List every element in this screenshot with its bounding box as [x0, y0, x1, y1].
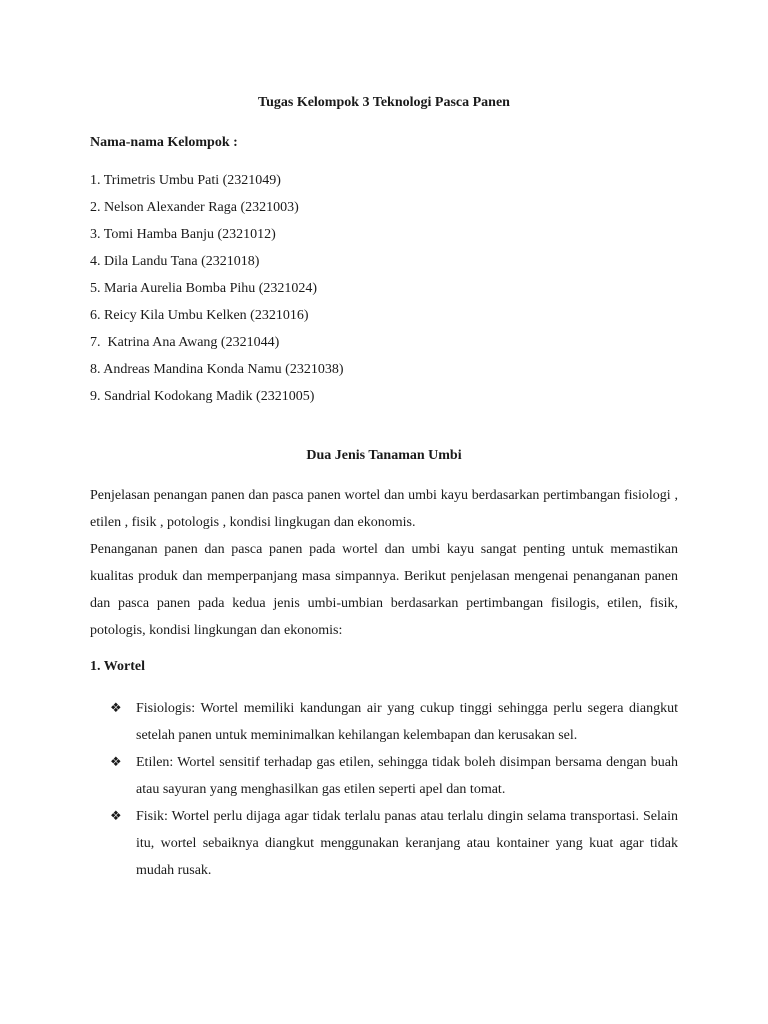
member-item: 3. Tomi Hamba Banju (2321012) [90, 227, 276, 242]
bullet-item [110, 749, 678, 803]
section-title: Dua Jenis Tanaman Umbi [306, 448, 462, 463]
member-item: 6. Reicy Kila Umbu Kelken (2321016) [90, 308, 309, 323]
member-item: 1. Trimetris Umbu Pati (2321049) [90, 173, 281, 188]
diamond-bullet-icon: ❖ [110, 701, 122, 716]
member-item: 9. Sandrial Kodokang Madik (2321005) [90, 389, 315, 404]
diamond-bullet-icon: ❖ [110, 755, 122, 770]
document-title: Tugas Kelompok 3 Teknologi Pasca Panen [258, 95, 510, 110]
bullet-list [110, 695, 678, 884]
bullet-item [110, 695, 678, 749]
subheading-wortel: 1. Wortel [90, 659, 145, 674]
member-list [90, 171, 344, 414]
diamond-bullet-icon: ❖ [110, 809, 122, 824]
bullet-item [110, 803, 678, 884]
member-item: 5. Maria Aurelia Bomba Pihu (2321024) [90, 281, 318, 296]
intro-paragraph: Penjelasan penangan panen dan pasca panen wortel dan umbi kayu berdasarkan pertimbangan fisiologi , etilen , fisik , potologis , kondisi lingkugan dan ekonomis. [90, 488, 678, 530]
member-item: 8. Andreas Mandina Konda Namu (2321038) [90, 362, 344, 377]
bullet-text: Etilen: Wortel sensitif terhadap gas etilen, sehingga tidak boleh disimpan bersama dengan buah atau sayuran yang menghasilkan gas etilen seperti apel dan tomat. [136, 755, 678, 797]
bullet-text: Fisik: Wortel perlu dijaga agar tidak terlalu panas atau terlalu dingin selama transportasi. Selain itu, wortel sebaiknya diangkut menggunakan keranjang atau kontainer yang kuat agar tidak mudah rusak. [136, 809, 678, 878]
explanation-paragraph: Penanganan panen dan pasca panen pada wortel dan umbi kayu sangat penting untuk memastikan kualitas produk dan memperpanjang masa simpannya. Berikut penjelasan mengenai penanganan panen dan pasca panen pada kedua jenis umbi-umbian berdasarkan pertimbangan fisilogis, etilen, fisik, potologis, kondisi lingkungan dan ekonomis: [90, 542, 678, 638]
member-item: 4. Dila Landu Tana (2321018) [90, 254, 260, 269]
member-item: 7. Katrina Ana Awang (2321044) [90, 335, 280, 350]
member-item: 2. Nelson Alexander Raga (2321003) [90, 200, 299, 215]
bullet-text: Fisiologis: Wortel memiliki kandungan air yang cukup tinggi sehingga perlu segera diangkut setelah panen untuk meminimalkan kehilangan kelembapan dan kerusakan sel. [136, 701, 678, 743]
group-heading: Nama-nama Kelompok : [90, 135, 238, 150]
